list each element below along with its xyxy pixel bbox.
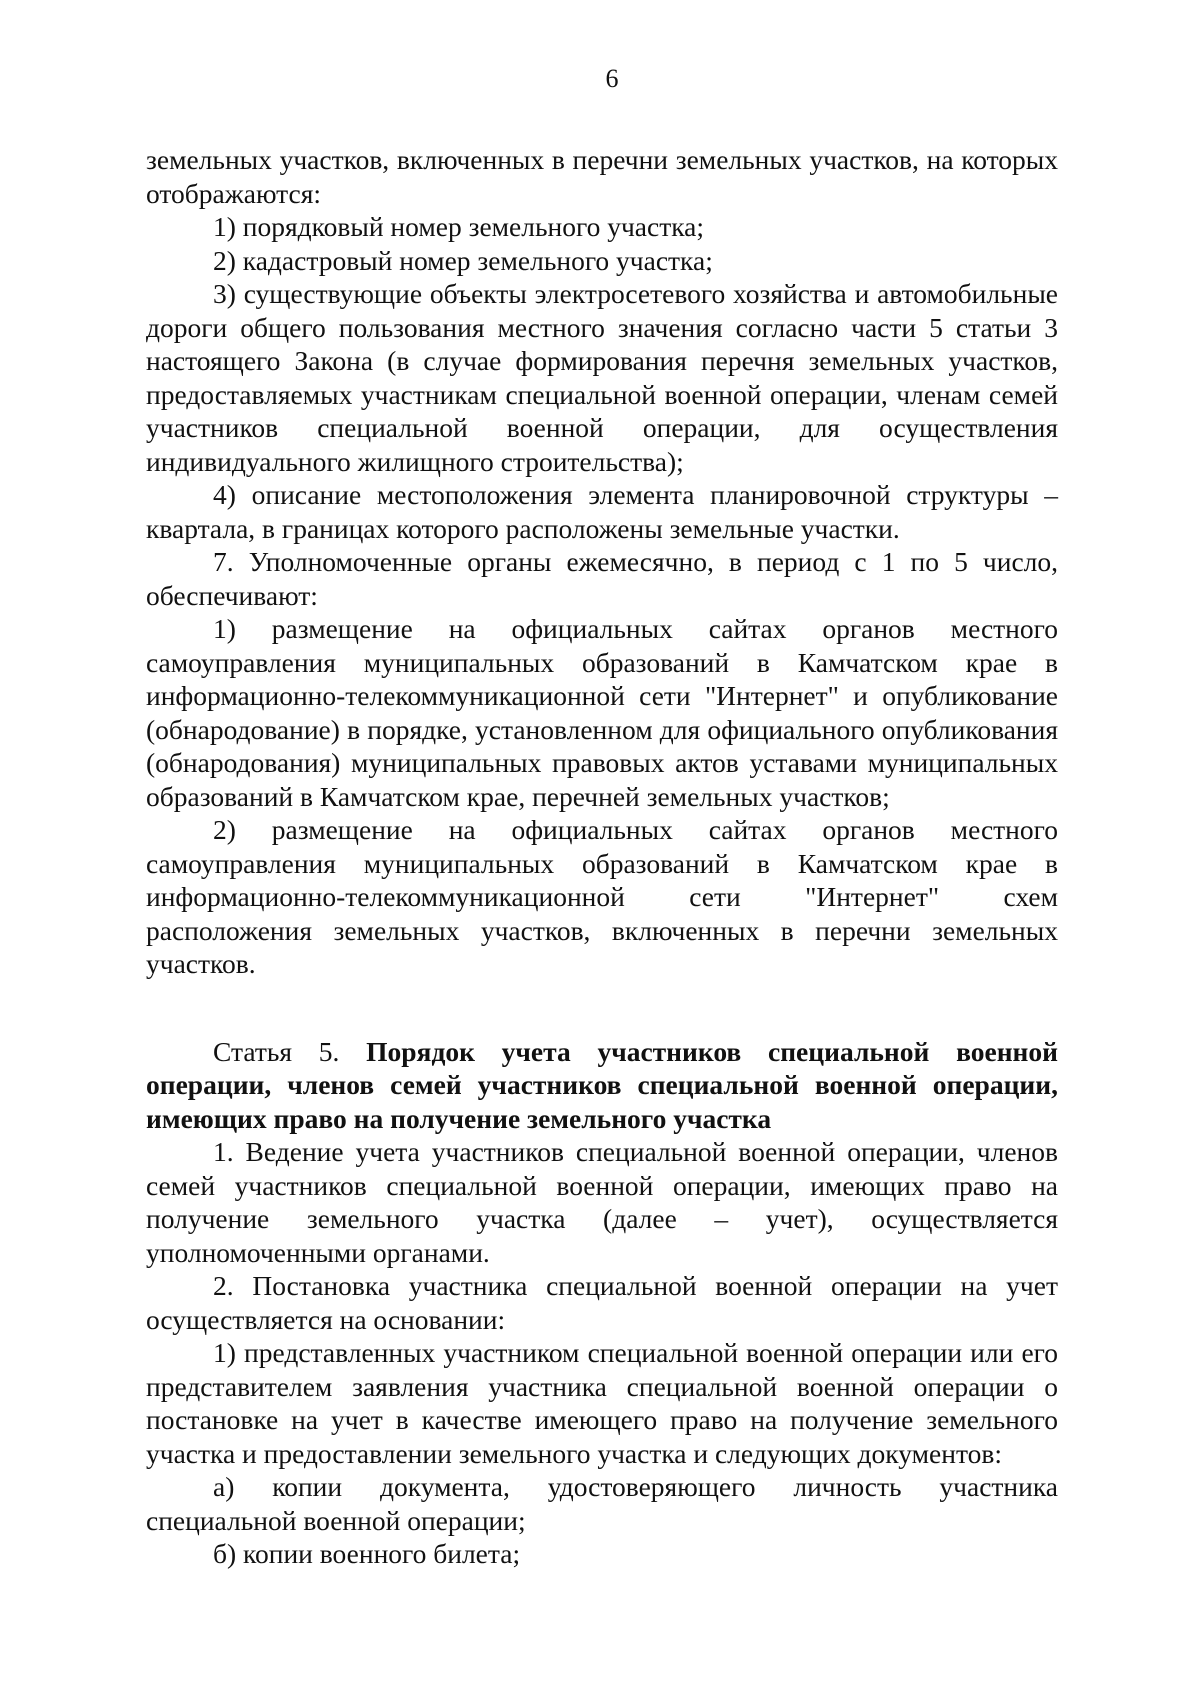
article-clause-2: 2. Постановка участника специальной военной операции на учет осуществляется на основании: bbox=[146, 1270, 1058, 1335]
article-heading bbox=[146, 1035, 1058, 1136]
list-item-2: 2) кадастровый номер земельного участка; bbox=[213, 244, 713, 276]
clause-7: 7. Уполномоченные органы ежемесячно, в период с 1 по 5 число, обеспечивают: bbox=[146, 546, 1058, 611]
article-title: Порядок учета участников специальной военной операции, членов семей участников специальной военной операции, имеющих право на получение земельного участка bbox=[146, 1035, 1058, 1134]
list-item-3: 3) существующие объекты электросетевого хозяйства и автомобильные дороги общего пользования местного значения согласно части 5 статьи 3 настоящего Закона (в случае формирования перечня земельных участков, предоставляемых участникам специальной военной операции, членам семей участников специальной военной операции, для осуществления индивидуального жилищного строительства); bbox=[146, 278, 1058, 477]
clause-7-item-2: 2) размещение на официальных сайтах органов местного самоуправления муниципальных образований в Камчатском крае в информационно-телекоммуникационной сети "Интернет" схем расположения земельных участков, включенных в перечни земельных участков. bbox=[146, 814, 1058, 979]
list-item-1: 1) порядковый номер земельного участка; bbox=[213, 211, 705, 242]
article-subitem-a: а) копии документа, удостоверяющего личность участника специальной военной операции; bbox=[146, 1471, 1058, 1536]
list-item-4: 4) описание местоположения элемента планировочной структуры – квартала, в границах которого расположены земельные участки. bbox=[146, 479, 1058, 544]
article-subitem-b: б) копии военного билета; bbox=[213, 1538, 521, 1569]
article-clause-1: 1. Ведение учета участников специальной военной операции, членов семей участников специальной военной операции, имеющих право на получение земельного участка (далее – учет), осуществляется уполномоченными органами. bbox=[146, 1136, 1058, 1268]
article-clause-2-item-1: 1) представленных участником специальной военной операции или его представителем заявления участника специальной военной операции о постановке на учет в качестве имеющего право на получение земельного участка и предоставлении земельного участка и следующих документов: bbox=[146, 1337, 1058, 1469]
page-number: 6 bbox=[605, 64, 619, 93]
paragraph-continuation: земельных участков, включенных в перечни земельных участков, на которых отображаются: bbox=[146, 144, 1058, 209]
document-body bbox=[146, 143, 1058, 1571]
article-label: Статья 5. bbox=[213, 1035, 340, 1067]
clause-7-item-1: 1) размещение на официальных сайтах органов местного самоуправления муниципальных образований в Камчатском крае в информационно-телекоммуникационной сети "Интернет" и опубликование (обнародование) в порядке, установленном для официального опубликования (обнародования) муниципальных правовых актов уставами муниципальных образований в Камчатском крае, перечней земельных участков; bbox=[146, 613, 1058, 812]
